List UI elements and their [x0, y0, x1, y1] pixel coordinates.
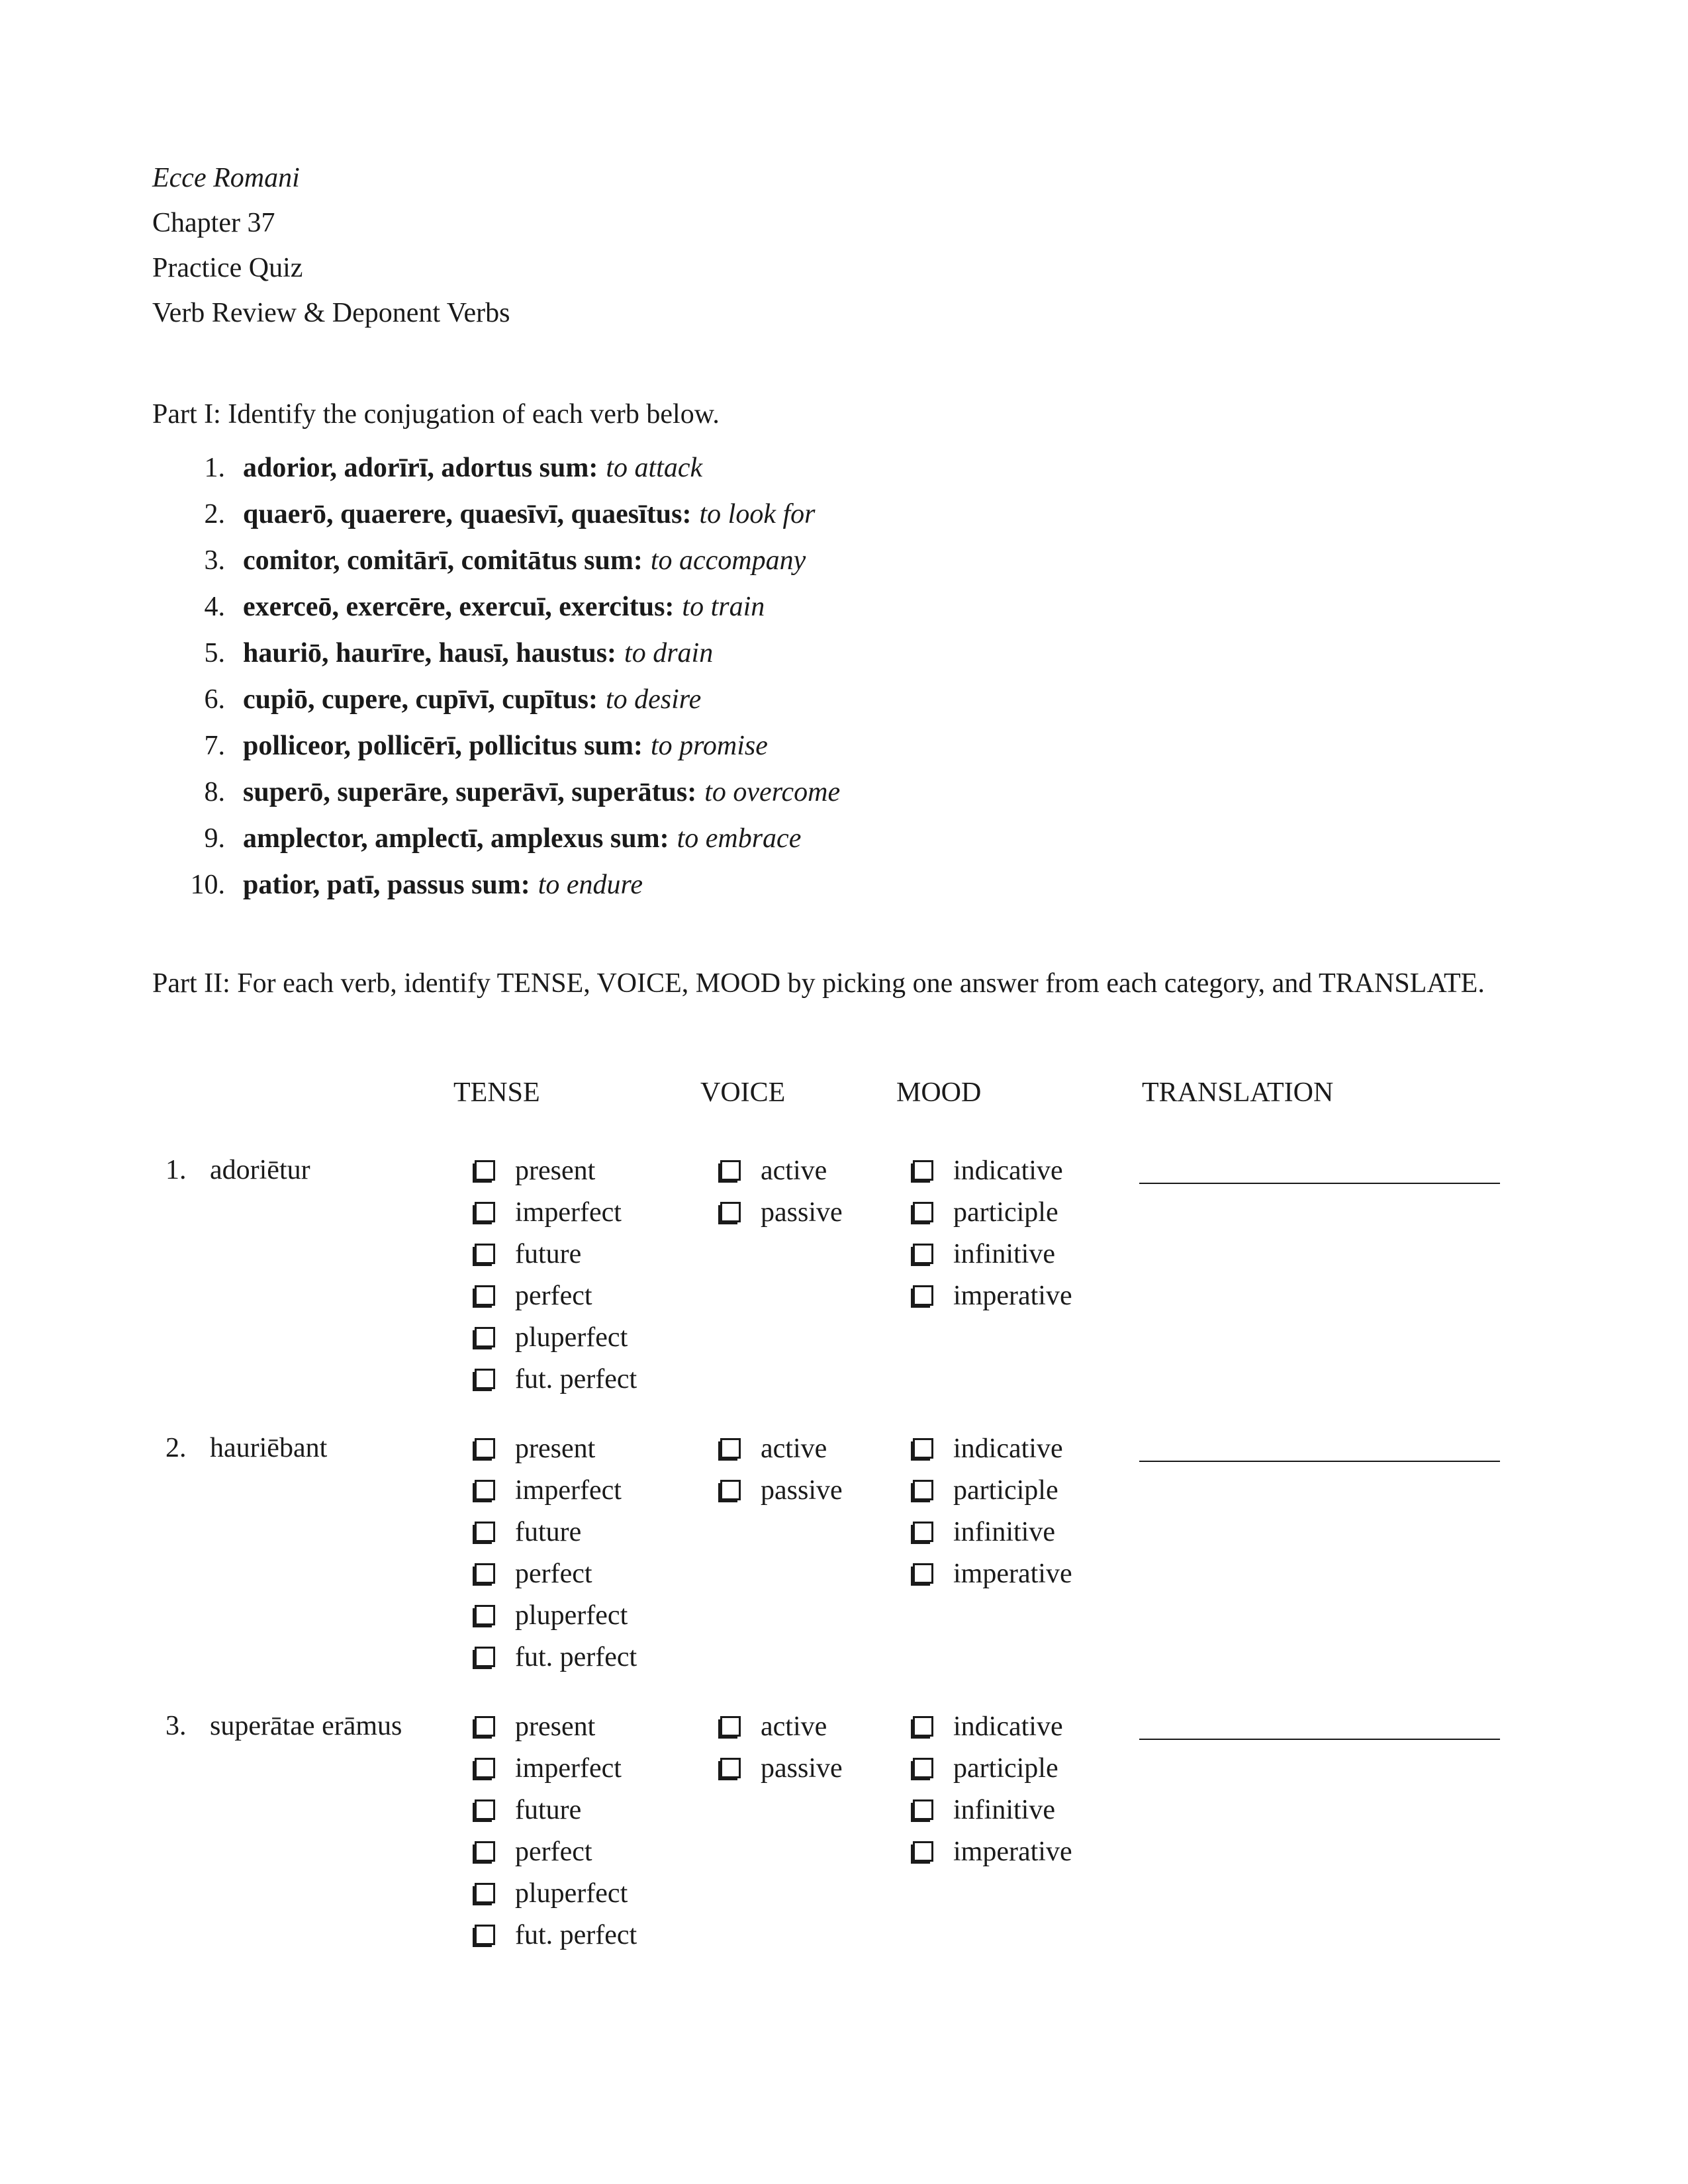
option-label: perfect	[515, 1280, 592, 1311]
option-label: active	[761, 1711, 827, 1742]
q2-tense-future-checkbox[interactable]	[475, 1522, 495, 1542]
option-row	[475, 1511, 637, 1553]
column-header-voice: VOICE	[700, 1077, 786, 1108]
item-text	[243, 630, 713, 676]
option-label: passive	[761, 1752, 843, 1784]
verb-list-item	[152, 491, 1536, 537]
option-row	[913, 1831, 1072, 1872]
option-row	[475, 1789, 637, 1831]
verb-list-item	[152, 584, 1536, 630]
option-label: imperative	[953, 1558, 1072, 1589]
item-text	[243, 445, 702, 491]
q3-mood-imperative-checkbox[interactable]	[913, 1841, 933, 1862]
q2-mood-participle-checkbox[interactable]	[913, 1480, 933, 1500]
option-row	[475, 1594, 637, 1636]
q3-voice-passive-checkbox[interactable]	[720, 1758, 741, 1778]
q3-translation-blank[interactable]	[1139, 1708, 1500, 1740]
option-row	[475, 1233, 637, 1275]
verb-list-item	[152, 630, 1536, 676]
option-label: future	[515, 1238, 582, 1269]
option-row	[475, 1358, 637, 1400]
q2-voice-active-checkbox[interactable]	[720, 1438, 741, 1459]
item-text	[243, 862, 643, 908]
verb-gloss: to endure	[538, 870, 643, 900]
option-row	[475, 1747, 637, 1789]
q1-mood-column	[913, 1150, 1072, 1316]
q3-tense-fut-perfect-checkbox[interactable]	[475, 1925, 495, 1945]
q1-tense-fut-perfect-checkbox[interactable]	[475, 1369, 495, 1389]
verb-principal-parts: hauriō, haurīre, hausī, haustus:	[243, 638, 617, 668]
option-label: imperfect	[515, 1197, 622, 1228]
item-text	[243, 815, 801, 862]
q2-mood-indicative-checkbox[interactable]	[913, 1438, 933, 1459]
option-row	[913, 1747, 1072, 1789]
q3-mood-indicative-checkbox[interactable]	[913, 1716, 933, 1737]
q2-tense-imperfect-checkbox[interactable]	[475, 1480, 495, 1500]
option-row	[913, 1553, 1072, 1594]
option-row	[913, 1150, 1072, 1191]
verb-list-item	[152, 769, 1536, 815]
option-row	[720, 1706, 843, 1747]
doc-type-label: Practice Quiz	[152, 253, 303, 283]
q3-tense-imperfect-checkbox[interactable]	[475, 1758, 495, 1778]
option-row	[913, 1789, 1072, 1831]
verb-list-item	[152, 676, 1536, 723]
q3-mood-column	[913, 1706, 1072, 1872]
verb-principal-parts: cupiō, cupere, cupīvī, cupītus:	[243, 684, 598, 715]
q2-tense-present-checkbox[interactable]	[475, 1438, 495, 1459]
verb-list-item	[152, 815, 1536, 862]
q2-tense-pluperfect-checkbox[interactable]	[475, 1605, 495, 1625]
option-row	[475, 1553, 637, 1594]
option-row	[475, 1316, 637, 1358]
option-row	[913, 1428, 1072, 1469]
verb-principal-parts: adorior, adorīrī, adortus sum:	[243, 453, 598, 483]
option-label: fut. perfect	[515, 1641, 637, 1672]
part1-heading: Part I: Identify the conjugation of each verb below.	[152, 399, 720, 430]
verb-gloss: to attack	[606, 453, 703, 483]
column-header-mood: MOOD	[896, 1077, 982, 1108]
option-label: indicative	[953, 1433, 1063, 1464]
verb-list-item	[152, 723, 1536, 769]
verb-principal-parts: quaerō, quaerere, quaesīvī, quaesītus:	[243, 499, 692, 529]
option-label: future	[515, 1516, 582, 1547]
question-verb: hauriēbant	[210, 1433, 328, 1463]
question-number: 2.	[165, 1433, 187, 1463]
q3-voice-active-checkbox[interactable]	[720, 1716, 741, 1737]
option-row	[475, 1872, 637, 1914]
option-label: present	[515, 1711, 596, 1742]
q1-mood-infinitive-checkbox[interactable]	[913, 1244, 933, 1264]
verb-gloss: to look for	[699, 499, 816, 529]
verb-gloss: to embrace	[677, 823, 802, 854]
option-label: perfect	[515, 1836, 592, 1867]
option-row	[475, 1636, 637, 1678]
item-text	[243, 723, 768, 769]
option-row	[475, 1469, 637, 1511]
item-number: 7.	[204, 731, 225, 761]
part1-verb-list	[152, 445, 1536, 908]
q1-translation-blank[interactable]	[1139, 1152, 1500, 1184]
option-row	[720, 1747, 843, 1789]
option-label: present	[515, 1155, 596, 1186]
option-label: passive	[761, 1197, 843, 1228]
option-label: participle	[953, 1197, 1058, 1228]
item-text	[243, 584, 765, 630]
option-row	[720, 1428, 843, 1469]
q2-mood-infinitive-checkbox[interactable]	[913, 1522, 933, 1542]
q1-tense-future-checkbox[interactable]	[475, 1244, 495, 1264]
item-number: 1.	[204, 453, 225, 483]
q2-mood-column	[913, 1428, 1072, 1594]
option-row	[475, 1831, 637, 1872]
part2-question-2	[152, 1428, 1536, 1678]
chapter-label: Chapter 37	[152, 208, 275, 238]
verb-principal-parts: polliceor, pollicērī, pollicitus sum:	[243, 731, 643, 761]
option-label: indicative	[953, 1711, 1063, 1742]
option-row	[720, 1191, 843, 1233]
option-row	[475, 1191, 637, 1233]
item-number: 4.	[204, 592, 225, 622]
document-header	[152, 156, 1536, 336]
option-label: imperative	[953, 1280, 1072, 1311]
q1-tense-present-checkbox[interactable]	[475, 1160, 495, 1181]
item-number: 3.	[204, 545, 225, 576]
option-row	[475, 1914, 637, 1956]
q2-voice-passive-checkbox[interactable]	[720, 1480, 741, 1500]
q3-voice-column	[720, 1706, 843, 1789]
q2-tense-fut-perfect-checkbox[interactable]	[475, 1647, 495, 1667]
option-label: indicative	[953, 1155, 1063, 1186]
item-number: 10.	[190, 870, 225, 900]
q2-translation-blank[interactable]	[1139, 1430, 1500, 1462]
q1-tense-perfect-checkbox[interactable]	[475, 1285, 495, 1306]
option-label: infinitive	[953, 1516, 1055, 1547]
q3-tense-future-checkbox[interactable]	[475, 1799, 495, 1820]
q1-mood-participle-checkbox[interactable]	[913, 1202, 933, 1222]
q2-tense-perfect-checkbox[interactable]	[475, 1563, 495, 1584]
q3-tense-perfect-checkbox[interactable]	[475, 1841, 495, 1862]
doc-subtitle: Verb Review & Deponent Verbs	[152, 298, 510, 328]
option-row	[913, 1233, 1072, 1275]
book-title: Ecce Romani	[152, 163, 300, 193]
option-label: fut. perfect	[515, 1919, 637, 1950]
option-label: imperfect	[515, 1752, 622, 1784]
q1-tense-imperfect-checkbox[interactable]	[475, 1202, 495, 1222]
verb-list-item	[152, 862, 1536, 908]
option-row	[475, 1150, 637, 1191]
option-row	[475, 1428, 637, 1469]
q1-voice-column	[720, 1150, 843, 1233]
option-row	[475, 1275, 637, 1316]
part2-question-3	[152, 1706, 1536, 1956]
verb-gloss: to train	[682, 592, 765, 622]
option-row	[913, 1191, 1072, 1233]
option-label: pluperfect	[515, 1878, 628, 1909]
option-label: pluperfect	[515, 1322, 628, 1353]
option-label: perfect	[515, 1558, 592, 1589]
verb-list-item	[152, 445, 1536, 491]
option-label: pluperfect	[515, 1600, 628, 1631]
item-number: 6.	[204, 684, 225, 715]
option-label: infinitive	[953, 1238, 1055, 1269]
verb-principal-parts: superō, superāre, superāvī, superātus:	[243, 777, 697, 807]
question-verb: superātae erāmus	[210, 1711, 402, 1741]
part2-question-1	[152, 1150, 1536, 1400]
item-text	[243, 491, 816, 537]
verb-list-item	[152, 537, 1536, 584]
q1-tense-pluperfect-checkbox[interactable]	[475, 1327, 495, 1347]
item-number: 9.	[204, 823, 225, 854]
option-row	[475, 1706, 637, 1747]
column-header-translation: TRANSLATION	[1142, 1077, 1334, 1108]
question-number: 1.	[165, 1155, 187, 1185]
option-row	[913, 1469, 1072, 1511]
item-number: 5.	[204, 638, 225, 668]
q1-mood-indicative-checkbox[interactable]	[913, 1160, 933, 1181]
option-label: imperative	[953, 1836, 1072, 1867]
q3-mood-infinitive-checkbox[interactable]	[913, 1799, 933, 1820]
verb-gloss: to drain	[624, 638, 714, 668]
verb-gloss: to desire	[605, 684, 702, 715]
item-text	[243, 676, 701, 723]
item-text	[243, 769, 840, 815]
q2-tense-column	[475, 1428, 637, 1678]
q3-tense-present-checkbox[interactable]	[475, 1716, 495, 1737]
option-label: passive	[761, 1475, 843, 1506]
verb-gloss: to accompany	[650, 545, 806, 576]
option-row	[913, 1706, 1072, 1747]
verb-principal-parts: comitor, comitārī, comitātus sum:	[243, 545, 643, 576]
verb-gloss: to promise	[650, 731, 768, 761]
q3-tense-column	[475, 1706, 637, 1956]
option-label: future	[515, 1794, 582, 1825]
option-label: active	[761, 1155, 827, 1186]
option-row	[720, 1469, 843, 1511]
option-label: active	[761, 1433, 827, 1464]
option-label: infinitive	[953, 1794, 1055, 1825]
q2-voice-column	[720, 1428, 843, 1511]
verb-principal-parts: patior, patī, passus sum:	[243, 870, 530, 900]
column-header-tense: TENSE	[453, 1077, 540, 1108]
q3-mood-participle-checkbox[interactable]	[913, 1758, 933, 1778]
option-label: fut. perfect	[515, 1363, 637, 1394]
verb-principal-parts: exerceō, exercēre, exercuī, exercitus:	[243, 592, 675, 622]
q1-mood-imperative-checkbox[interactable]	[913, 1285, 933, 1306]
verb-gloss: to overcome	[704, 777, 841, 807]
q3-tense-pluperfect-checkbox[interactable]	[475, 1883, 495, 1903]
item-text	[243, 537, 806, 584]
q1-tense-column	[475, 1150, 637, 1400]
option-label: present	[515, 1433, 596, 1464]
part2-heading: Part II: For each verb, identify TENSE, VOICE, MOOD by picking one answer from each category, and TRANSLATE.	[152, 968, 1485, 999]
part2-column-headers	[152, 1072, 1536, 1114]
option-row	[720, 1150, 843, 1191]
option-row	[913, 1511, 1072, 1553]
option-label: imperfect	[515, 1475, 622, 1506]
item-number: 2.	[204, 499, 225, 529]
option-row	[913, 1275, 1072, 1316]
verb-principal-parts: amplector, amplectī, amplexus sum:	[243, 823, 669, 854]
question-verb: adoriētur	[210, 1155, 310, 1185]
question-number: 3.	[165, 1711, 187, 1741]
q2-mood-imperative-checkbox[interactable]	[913, 1563, 933, 1584]
item-number: 8.	[204, 777, 225, 807]
q1-voice-passive-checkbox[interactable]	[720, 1202, 741, 1222]
option-label: participle	[953, 1752, 1058, 1784]
q1-voice-active-checkbox[interactable]	[720, 1160, 741, 1181]
option-label: participle	[953, 1475, 1058, 1506]
